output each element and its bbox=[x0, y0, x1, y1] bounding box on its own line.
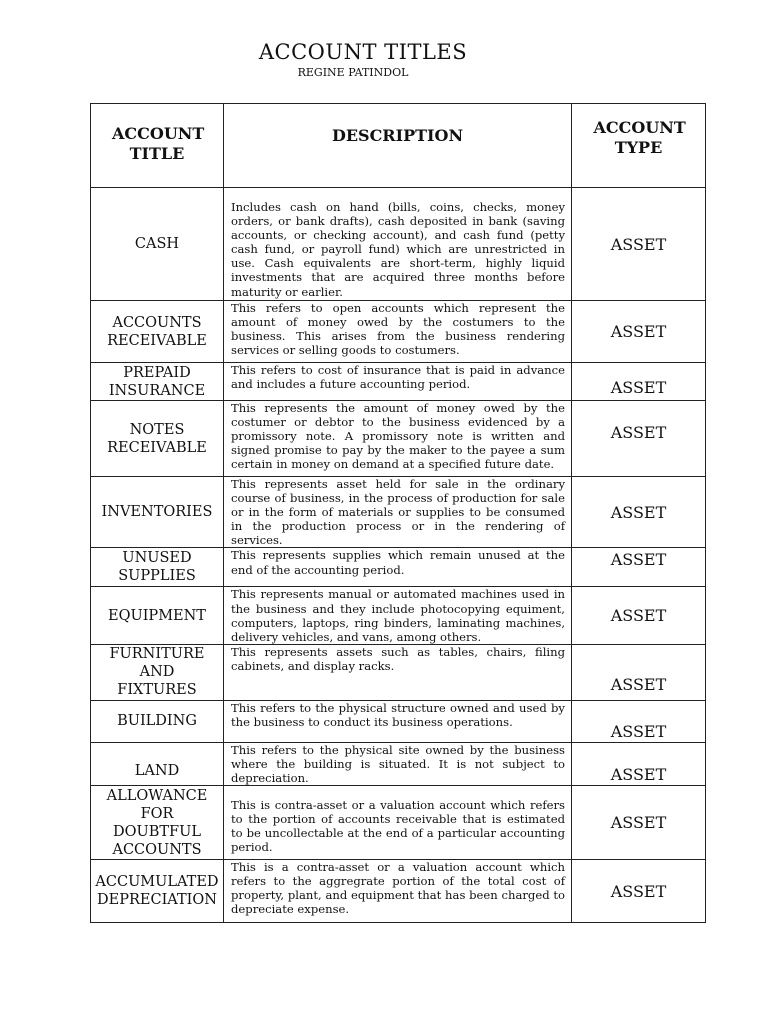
account-title-label: ALLOWANCE FOR DOUBTFUL ACCOUNTS bbox=[106, 787, 208, 858]
table-row bbox=[91, 477, 706, 548]
table-row bbox=[91, 742, 706, 785]
table-row bbox=[91, 587, 706, 644]
account-title-cell: EQUIPMENT bbox=[91, 587, 224, 644]
description-cell: This represents supplies which remain unused at the end of the accounting period. bbox=[224, 548, 572, 587]
description-cell: Includes cash on hand (bills, coins, checks, money orders, or bank drafts), cash deposited in bank (saving accounts, or checking account), and cash fund (petty cash fund, or payroll fund) which are unrestricted in use. Cash equivalents are short-term, highly liquid investments that are acquired three months before maturity or earlier. bbox=[224, 188, 572, 301]
table-row bbox=[91, 548, 706, 587]
account-type-cell: ASSET bbox=[572, 188, 706, 301]
table-row bbox=[91, 188, 706, 301]
account-title-label: UNUSED SUPPLIES bbox=[118, 550, 196, 585]
account-type-cell: ASSET bbox=[572, 401, 706, 477]
account-title-cell: BUILDING bbox=[91, 700, 224, 742]
account-type-cell: ASSET bbox=[572, 301, 706, 363]
account-title-cell bbox=[91, 644, 224, 700]
description-cell: This is a contra-asset or a valuation account which refers to the aggregrate portion of the total cost of property, plant, and equipment that has been charged to depreciate expense. bbox=[224, 860, 572, 923]
account-title-cell bbox=[91, 363, 224, 401]
header-account-title bbox=[91, 104, 224, 188]
table-row bbox=[91, 786, 706, 860]
description-cell: This represents manual or automated machines used in the business and they include photocopying equiment, computers, laptops, ring binders, laminating machines, delivery vehicles, and vans, among others. bbox=[224, 587, 572, 644]
table-row bbox=[91, 860, 706, 923]
account-title-cell bbox=[91, 548, 224, 587]
account-type-cell: ASSET bbox=[572, 860, 706, 923]
account-type-cell: ASSET bbox=[572, 700, 706, 742]
account-type-cell: ASSET bbox=[572, 477, 706, 548]
description-cell: This represents assets such as tables, chairs, filing cabinets, and display racks. bbox=[224, 644, 572, 700]
account-title-cell bbox=[91, 301, 224, 363]
account-type-cell: ASSET bbox=[572, 786, 706, 860]
table-row bbox=[91, 700, 706, 742]
account-type-cell: ASSET bbox=[572, 644, 706, 700]
account-title-label: ACCOUNTS RECEIVABLE bbox=[107, 314, 207, 349]
table-row bbox=[91, 301, 706, 363]
account-title-label: FURNITURE AND FIXTURES bbox=[109, 646, 205, 699]
account-title-label: ACCUMULATED DEPRECIATION bbox=[95, 874, 219, 909]
account-title-cell: LAND bbox=[91, 742, 224, 785]
account-type-cell: ASSET bbox=[572, 363, 706, 401]
description-cell: This refers to open accounts which represent the amount of money owed by the costumers to the business. This arises from the business rendering services or selling goods to costumers. bbox=[224, 301, 572, 363]
table-row bbox=[91, 363, 706, 401]
account-title-cell: CASH bbox=[91, 188, 224, 301]
header-description: DESCRIPTION bbox=[224, 104, 572, 188]
header-account-type bbox=[572, 104, 706, 188]
header-account-type-label: ACCOUNT TYPE bbox=[593, 118, 686, 157]
table-row bbox=[91, 644, 706, 700]
description-cell: This represents asset held for sale in the ordinary course of business, in the process of production for sale or in the form of materials or supplies to be consumed in the production process or in the rendering of services. bbox=[224, 477, 572, 548]
table-header-row bbox=[91, 104, 706, 188]
description-cell: This refers to the physical site owned by the business where the building is situated. It is not subject to depreciation. bbox=[224, 742, 572, 785]
account-titles-table bbox=[90, 103, 706, 923]
account-type-cell: ASSET bbox=[572, 587, 706, 644]
account-type-cell: ASSET bbox=[572, 548, 706, 587]
document-author: REGINE PATINDOL bbox=[297, 66, 409, 79]
account-title-cell bbox=[91, 401, 224, 477]
description-cell: This refers to the physical structure owned and used by the business to conduct its business operations. bbox=[224, 700, 572, 742]
account-title-cell bbox=[91, 860, 224, 923]
account-title-label: NOTES RECEIVABLE bbox=[107, 421, 207, 456]
document-title: ACCOUNT TITLES bbox=[258, 40, 468, 64]
description-cell: This refers to cost of insurance that is paid in advance and includes a future accounting period. bbox=[224, 363, 572, 401]
account-title-cell bbox=[91, 786, 224, 860]
description-cell: This is contra-asset or a valuation account which refers to the portion of accounts receivable that is estimated to be uncollectable at the end of a particular accounting period. bbox=[224, 786, 572, 860]
account-type-cell: ASSET bbox=[572, 742, 706, 785]
description-cell: This represents the amount of money owed by the costumer or debtor to the business evidenced by a promissory note. A promissory note is written and signed promise to pay by the maker to the payee a sum certain in money on demand at a specified future date. bbox=[224, 401, 572, 477]
header-account-title-label: ACCOUNT TITLE bbox=[112, 124, 205, 163]
account-title-cell: INVENTORIES bbox=[91, 477, 224, 548]
table-row bbox=[91, 401, 706, 477]
account-title-label: PREPAID INSURANCE bbox=[108, 364, 206, 399]
